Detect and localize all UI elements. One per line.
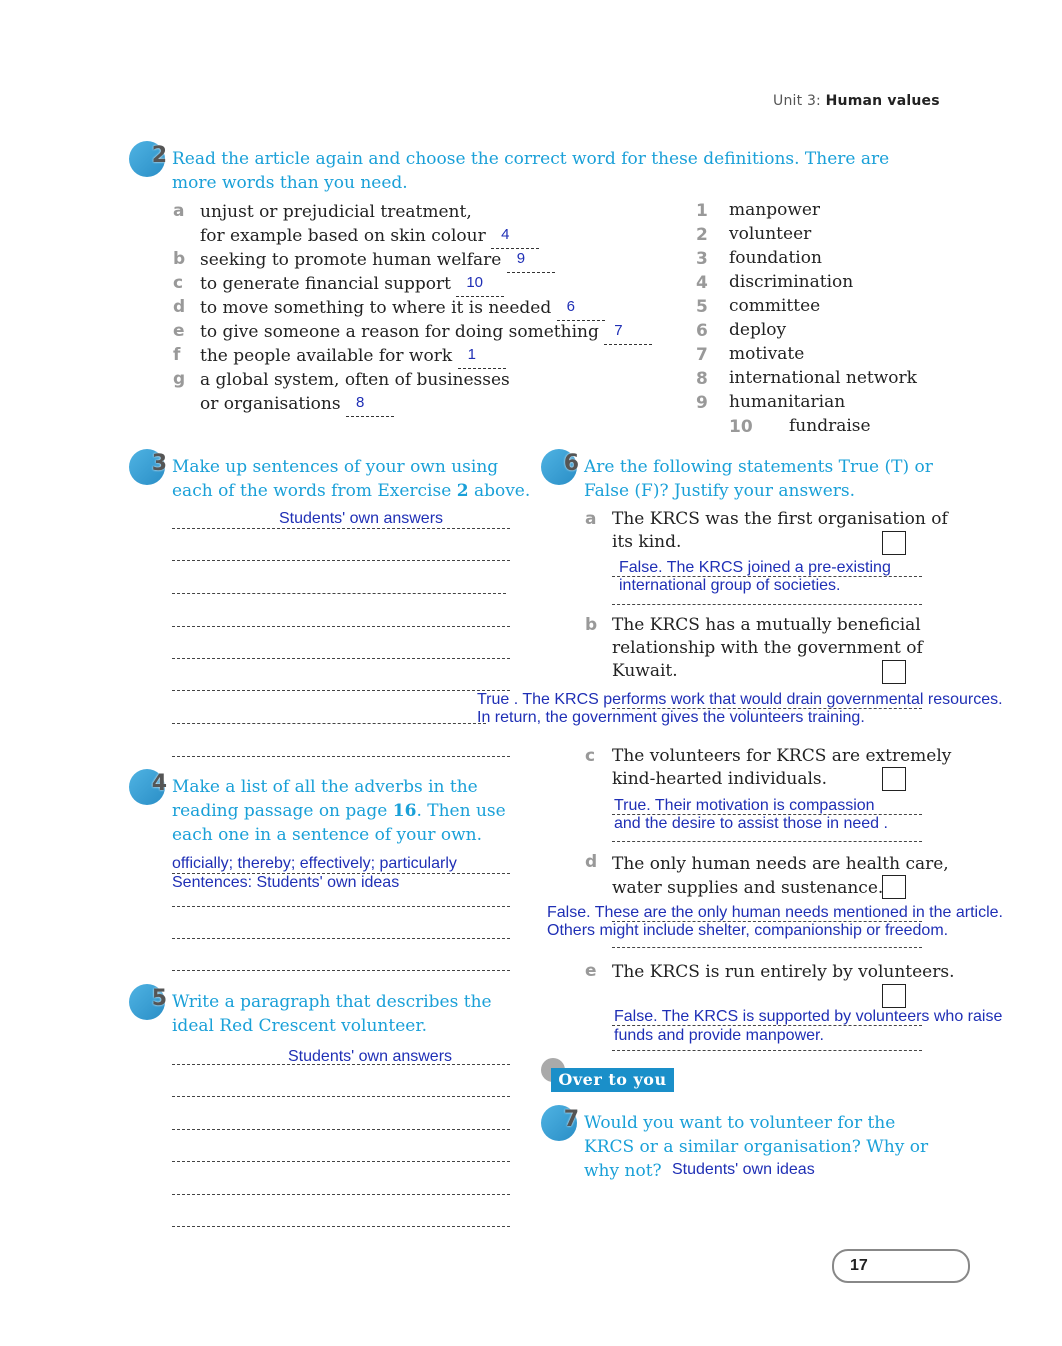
word-num-6: 6 bbox=[696, 321, 708, 341]
ex2-def-c: to generate financial support 10 bbox=[200, 272, 504, 297]
ex6-answer-b-1: True . The KRCS performs work that would drain governmental resources. bbox=[477, 691, 1003, 708]
answer-blank-f[interactable]: 1 bbox=[458, 344, 506, 369]
ex7-instruction: Would you want to volunteer for the KRCS or a similar organisation? Why or why not? bbox=[584, 1113, 929, 1181]
word-4: discrimination bbox=[729, 272, 854, 292]
answer-line[interactable] bbox=[172, 970, 510, 971]
ex3-instruction: Make up sentences of your own using each of the words from Exercise 2 above. bbox=[172, 457, 531, 501]
exercise-badge-6: 6 bbox=[541, 449, 577, 485]
answer-line[interactable] bbox=[172, 658, 510, 659]
ex2-def-e: to give someone a reason for doing something 7 bbox=[200, 320, 652, 345]
word-10: fundraise bbox=[789, 416, 871, 436]
word-num-4: 4 bbox=[696, 273, 708, 293]
ex6-instruction: Are the following statements True (T) or False (F)? Justify your answers. bbox=[584, 457, 933, 501]
unit-title: Human values bbox=[825, 93, 940, 109]
answer-line[interactable] bbox=[172, 1064, 510, 1065]
word-5: committee bbox=[729, 296, 821, 316]
ex2-letter-c: c bbox=[173, 273, 184, 293]
ex6-answer-a-1: False. The KRCS joined a pre-existing bbox=[619, 559, 891, 576]
ex6-answer-d-2: Others might include shelter, companionship or freedom. bbox=[547, 922, 949, 939]
ex6-statement-c: The volunteers for KRCS are extremely kind-hearted individuals. bbox=[612, 746, 952, 789]
tf-checkbox-e[interactable] bbox=[882, 984, 906, 1008]
ex6-statement-a: The KRCS was the first organisation of its kind. bbox=[612, 509, 948, 552]
ex2-def-a: unjust or prejudicial treatment, for example based on skin colour 4 bbox=[200, 200, 539, 249]
ex2-def-f: the people available for work 1 bbox=[200, 344, 506, 369]
answer-line[interactable] bbox=[172, 528, 510, 529]
ex2-def-d: to move something to where it is needed 6 bbox=[200, 296, 605, 321]
answer-line[interactable] bbox=[612, 841, 922, 842]
answer-line[interactable] bbox=[612, 947, 922, 948]
word-num-5: 5 bbox=[696, 297, 708, 317]
word-num-3: 3 bbox=[696, 249, 708, 269]
word-1: manpower bbox=[729, 200, 821, 220]
answer-line[interactable] bbox=[612, 1050, 922, 1051]
answer-line[interactable] bbox=[612, 1025, 922, 1026]
answer-line[interactable] bbox=[172, 1194, 510, 1195]
ex2-def-g: a global system, often of businesses or organisations 8 bbox=[200, 368, 510, 417]
answer-line[interactable] bbox=[172, 756, 510, 757]
ex6-answer-c-2: and the desire to assist those in need . bbox=[614, 815, 888, 832]
ex2-letter-g: g bbox=[173, 369, 186, 389]
ex6-answer-e-2: funds and provide manpower. bbox=[614, 1027, 824, 1044]
ex2-letter-e: e bbox=[173, 321, 185, 341]
word-6: deploy bbox=[729, 320, 787, 340]
ex6-letter-c: c bbox=[585, 746, 596, 766]
ex7-answer: Students' own ideas bbox=[672, 1161, 815, 1178]
word-3: foundation bbox=[729, 248, 822, 268]
ex6-answer-d-1: False. These are the only human needs mentioned in the article. bbox=[547, 904, 1003, 921]
word-num-8: 8 bbox=[696, 369, 708, 389]
answer-line[interactable] bbox=[612, 604, 922, 605]
ex5-instruction: Write a paragraph that describes the ideal Red Crescent volunteer. bbox=[172, 992, 492, 1036]
answer-blank-e[interactable]: 7 bbox=[604, 320, 652, 345]
ex6-answer-a-2: international group of societies. bbox=[619, 577, 841, 594]
ex2-def-b: seeking to promote human welfare 9 bbox=[200, 248, 555, 273]
ex4-answer-adverbs: officially; thereby; effectively; particularly bbox=[172, 855, 457, 872]
word-num-10: 10 bbox=[729, 417, 753, 437]
ex6-answer-c-1: True. Their motivation is compassion bbox=[614, 797, 875, 814]
ex6-statement-e: The KRCS is run entirely by volunteers. bbox=[612, 962, 955, 982]
word-num-1: 1 bbox=[696, 201, 708, 221]
answer-line[interactable] bbox=[172, 723, 486, 724]
page-number: 17 bbox=[850, 1257, 868, 1274]
answer-line[interactable] bbox=[172, 560, 510, 561]
tf-checkbox-a[interactable] bbox=[882, 531, 906, 555]
word-num-9: 9 bbox=[696, 393, 708, 413]
tf-checkbox-c[interactable] bbox=[882, 767, 906, 791]
ex4-instruction: Make a list of all the adverbs in the reading passage on page 16. Then use each one in a sentence of your own. bbox=[172, 777, 506, 845]
ex6-letter-a: a bbox=[585, 509, 597, 529]
answer-line[interactable] bbox=[172, 938, 510, 939]
ex2-letter-d: d bbox=[173, 297, 186, 317]
ex6-statement-d: The only human needs are health care, water supplies and sustenance. bbox=[612, 854, 949, 898]
answer-line[interactable] bbox=[172, 1129, 510, 1130]
ex6-letter-e: e bbox=[585, 961, 597, 981]
ex6-answer-e-1: False. The KRCS is supported by volunteers who raise bbox=[614, 1008, 1003, 1025]
ex6-answer-b-2: In return, the government gives the volunteers training. bbox=[477, 709, 865, 726]
ex5-answer: Students' own answers bbox=[288, 1048, 453, 1065]
word-9: humanitarian bbox=[729, 392, 846, 412]
answer-line[interactable] bbox=[172, 626, 510, 627]
page-number-box bbox=[832, 1249, 970, 1283]
answer-blank-g[interactable]: 8 bbox=[346, 392, 394, 417]
word-8: international network bbox=[729, 368, 917, 388]
answer-blank-c[interactable]: 10 bbox=[456, 272, 504, 297]
answer-blank-b[interactable]: 9 bbox=[507, 248, 555, 273]
answer-line[interactable] bbox=[172, 593, 506, 594]
exercise-badge-3: 3 bbox=[129, 449, 165, 485]
tf-checkbox-b[interactable] bbox=[882, 660, 906, 684]
ex2-instruction: Read the article again and choose the correct word for these definitions. There are more words than you need. bbox=[172, 149, 890, 193]
word-num-7: 7 bbox=[696, 345, 708, 365]
ex4-answer-sentences: Sentences: Students' own ideas bbox=[172, 874, 400, 891]
word-num-2: 2 bbox=[696, 225, 708, 245]
answer-line[interactable] bbox=[172, 1226, 510, 1227]
word-7: motivate bbox=[729, 344, 805, 364]
answer-line[interactable] bbox=[172, 1161, 510, 1162]
answer-line[interactable] bbox=[172, 690, 510, 691]
ex6-letter-b: b bbox=[585, 615, 598, 635]
ex6-letter-d: d bbox=[585, 852, 598, 872]
tf-checkbox-d[interactable] bbox=[882, 875, 906, 899]
answer-line[interactable] bbox=[172, 1096, 510, 1097]
over-to-you-banner: Over to you bbox=[551, 1068, 674, 1092]
exercise-badge-7: 7 bbox=[541, 1105, 577, 1141]
ex2-letter-f: f bbox=[173, 345, 181, 365]
exercise-badge-5: 5 bbox=[129, 984, 165, 1020]
unit-label: Unit 3: bbox=[773, 93, 821, 109]
word-2: volunteer bbox=[729, 224, 812, 244]
ex2-letter-b: b bbox=[173, 249, 186, 269]
exercise-badge-4: 4 bbox=[129, 769, 165, 805]
ex3-answer: Students' own answers bbox=[279, 510, 444, 527]
ex6-statement-b: The KRCS has a mutually beneficial relationship with the government of Kuwait. bbox=[612, 615, 923, 681]
ex2-letter-a: a bbox=[173, 201, 185, 221]
exercise-badge-2: 2 bbox=[129, 141, 165, 177]
answer-blank-d[interactable]: 6 bbox=[557, 296, 605, 321]
answer-blank-a[interactable]: 4 bbox=[491, 224, 539, 249]
unit-header bbox=[773, 93, 940, 109]
answer-line[interactable] bbox=[172, 906, 510, 907]
